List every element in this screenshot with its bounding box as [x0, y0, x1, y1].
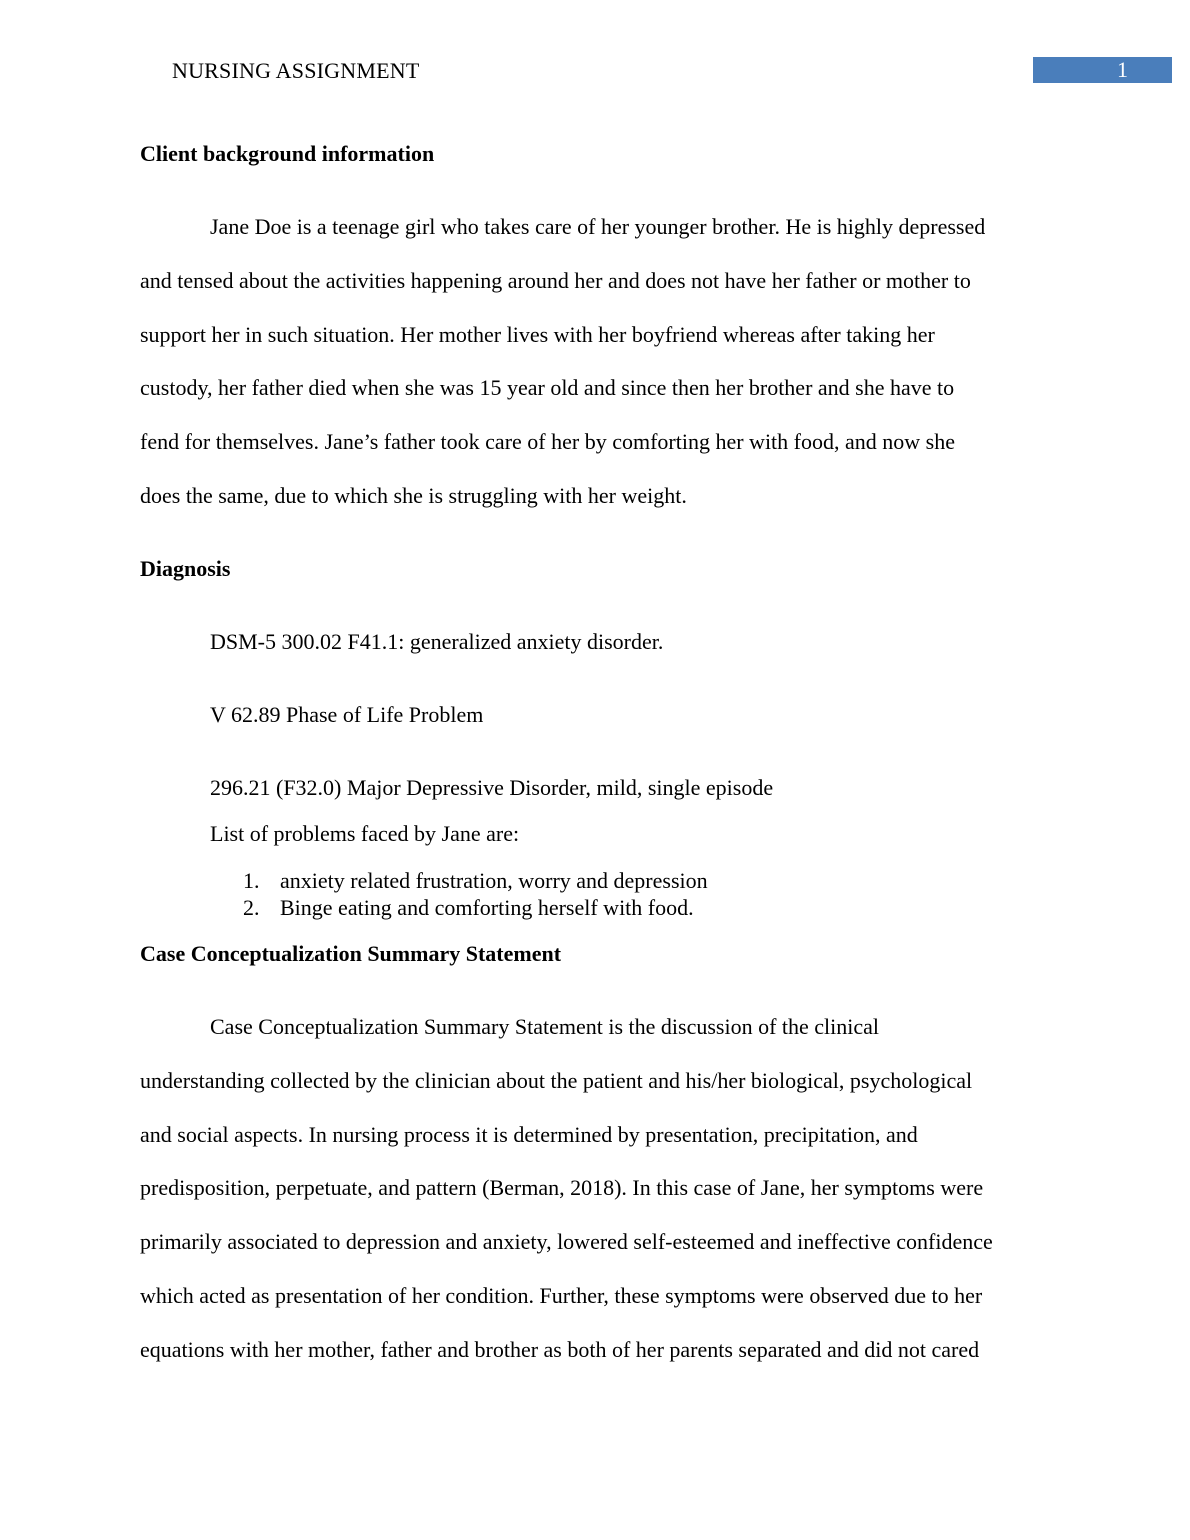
list-item [210, 894, 708, 921]
page-number-box [1033, 57, 1172, 83]
paragraph-line: understanding collected by the clinician about the patient and his/her biological, psychological [140, 1067, 973, 1093]
paragraph-line: predisposition, perpetuate, and pattern (Berman, 2018). In this case of Jane, her symptoms were [140, 1175, 984, 1201]
list-item-number: 1. [243, 868, 260, 893]
paragraph-line: and social aspects. In nursing process it is determined by presentation, precipitation, and [140, 1121, 918, 1147]
page-number: 1 [1117, 57, 1128, 82]
diagnosis-item: DSM-5 300.02 F41.1: generalized anxiety disorder. [210, 629, 664, 654]
paragraph-line: does the same, due to which she is struggling with her weight. [140, 482, 687, 508]
paragraph-line: fend for themselves. Jane’s father took care of her by comforting her with food, and now she [140, 429, 955, 455]
paragraph-case-conceptualization [140, 1000, 1060, 1377]
diagnosis-item: 296.21 (F32.0) Major Depressive Disorder, mild, single episode [210, 775, 774, 800]
paragraph-line: and tensed about the activities happening around her and does not have her father or mother to [140, 267, 971, 293]
paragraph-line: support her in such situation. Her mother lives with her boyfriend whereas after taking her [140, 321, 935, 347]
paragraph-line: which acted as presentation of her condition. Further, these symptoms were observed due to her [140, 1282, 983, 1308]
problem-list-intro: List of problems faced by Jane are: [210, 821, 520, 846]
list-item-text: Binge eating and comforting herself with food. [280, 895, 694, 920]
running-header-title: NURSING ASSIGNMENT [172, 58, 420, 83]
list-item [210, 867, 708, 894]
paragraph-line: Jane Doe is a teenage girl who takes care of her younger brother. He is highly depressed [210, 214, 986, 239]
list-item-number: 2. [243, 895, 260, 920]
heading-client-background: Client background information [140, 141, 435, 166]
paragraph-line: Case Conceptualization Summary Statement is the discussion of the clinical [210, 1014, 880, 1039]
list-item-text: anxiety related frustration, worry and depression [280, 868, 708, 893]
paragraph-line: primarily associated to depression and anxiety, lowered self-esteemed and ineffective confidence [140, 1229, 993, 1255]
paragraph-line: equations with her mother, father and brother as both of her parents separated and did not cared [140, 1336, 980, 1362]
problem-list [210, 867, 708, 921]
diagnosis-item: V 62.89 Phase of Life Problem [210, 702, 484, 727]
paragraph-line: custody, her father died when she was 15 year old and since then her brother and she have to [140, 375, 955, 401]
heading-case-conceptualization: Case Conceptualization Summary Statement [140, 941, 562, 966]
heading-diagnosis: Diagnosis [140, 556, 231, 581]
paragraph-client-background [140, 200, 1060, 523]
